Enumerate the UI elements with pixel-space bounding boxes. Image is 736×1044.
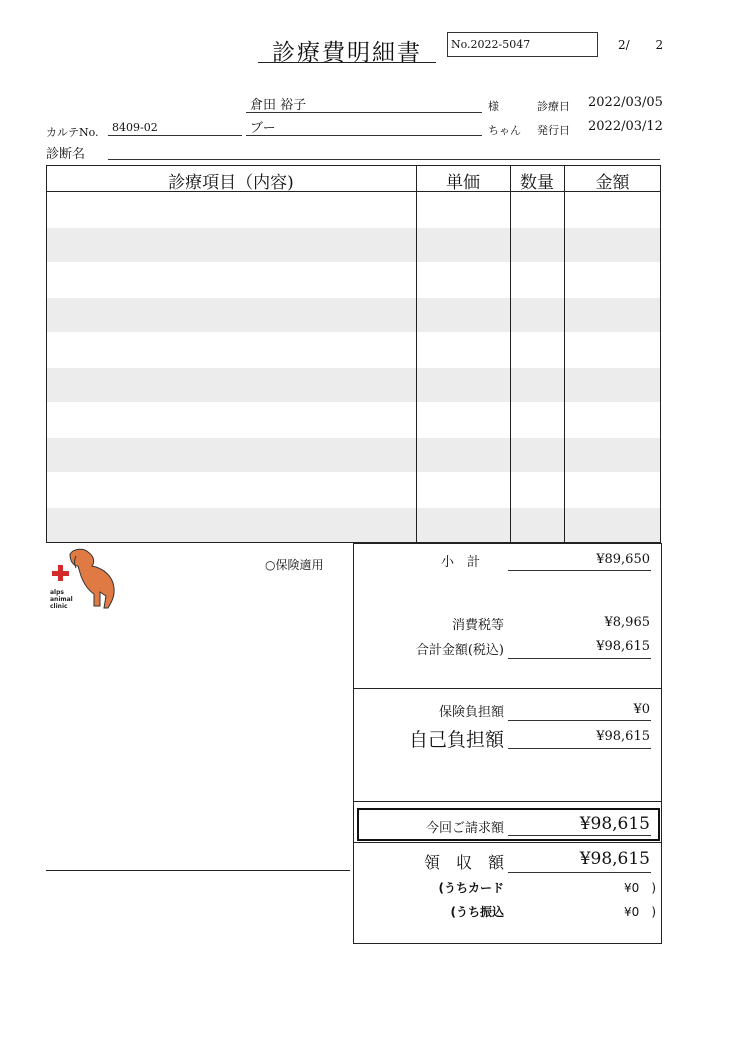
- table-column-divider: [510, 165, 511, 543]
- received-amount-underline: [508, 872, 651, 873]
- pet-name-underline: [246, 135, 482, 136]
- subtotal-underline: [508, 570, 651, 571]
- signature-line: [46, 870, 350, 871]
- pet-name: ブー: [250, 121, 276, 136]
- karte-number: 8409-02: [112, 121, 158, 134]
- page-current: 2/: [618, 38, 630, 52]
- page-total: 2: [655, 38, 664, 52]
- items-table: [46, 165, 661, 543]
- table-column-divider: [416, 165, 417, 543]
- subtotal-label: 小 計: [440, 555, 480, 570]
- transfer-payment-value: ¥0 ): [624, 905, 656, 919]
- summary-divider: [353, 842, 662, 843]
- owner-name: 倉田 裕子: [250, 98, 307, 113]
- owner-name-underline: [246, 112, 482, 113]
- title-underline: [258, 62, 436, 63]
- summary-divider: [353, 688, 662, 689]
- pet-suffix: ちゃん: [488, 124, 521, 137]
- insurance-amount-value: ¥0: [633, 702, 650, 717]
- summary-divider: [353, 801, 662, 802]
- self-pay-underline: [508, 748, 651, 749]
- visit-date: 2022/03/05: [588, 95, 663, 110]
- insurance-amount-label: 保険負担額: [438, 705, 504, 720]
- issue-date: 2022/03/12: [588, 119, 663, 134]
- page-indicator: [618, 38, 663, 52]
- svg-text:animal: animal: [50, 596, 73, 603]
- tax-label: 消費税等: [451, 618, 504, 633]
- column-header-quantity: 数量: [520, 173, 554, 193]
- svg-text:alps: alps: [50, 589, 64, 596]
- table-column-divider: [564, 165, 565, 543]
- transfer-payment-label: (うち振込: [450, 905, 504, 919]
- document-number: No.2022-5047: [447, 32, 598, 57]
- diagnosis-label: 診断名: [46, 147, 86, 162]
- owner-suffix: 様: [488, 100, 499, 113]
- insurance-applied-checkbox-label: ○保険適用: [265, 558, 324, 572]
- diagnosis-underline: [108, 159, 660, 160]
- karte-label: カルテNo.: [46, 126, 99, 139]
- karte-underline: [108, 135, 242, 136]
- billing-amount-value: ¥98,615: [579, 814, 650, 834]
- total-label: 合計金額(税込): [415, 643, 504, 658]
- card-payment-label: (うちカード: [438, 881, 504, 895]
- self-pay-value: ¥98,615: [596, 729, 650, 744]
- total-underline: [508, 658, 651, 659]
- tax-value: ¥8,965: [604, 615, 650, 630]
- received-amount-value: ¥98,615: [579, 849, 650, 869]
- visit-date-label: 診療日: [537, 100, 570, 113]
- document-title: 診療費明細書: [272, 40, 422, 66]
- billing-amount-label: 今回ご請求額: [425, 821, 504, 836]
- column-header-amount: 金額: [595, 173, 630, 193]
- column-header-item: 診療項目（内容): [168, 173, 294, 193]
- subtotal-value: ¥89,650: [596, 552, 650, 567]
- self-pay-label: 自己負担額: [408, 729, 504, 751]
- clinic-logo: [48, 546, 116, 612]
- billing-amount-underline: [508, 835, 651, 836]
- total-value: ¥98,615: [596, 639, 650, 654]
- received-amount-label: 領 収 額: [423, 853, 504, 872]
- column-header-unit-price: 単価: [446, 173, 480, 193]
- card-payment-value: ¥0 ): [624, 881, 656, 895]
- insurance-amount-underline: [508, 720, 651, 721]
- svg-text:clinic: clinic: [50, 603, 68, 610]
- issue-date-label: 発行日: [537, 124, 570, 137]
